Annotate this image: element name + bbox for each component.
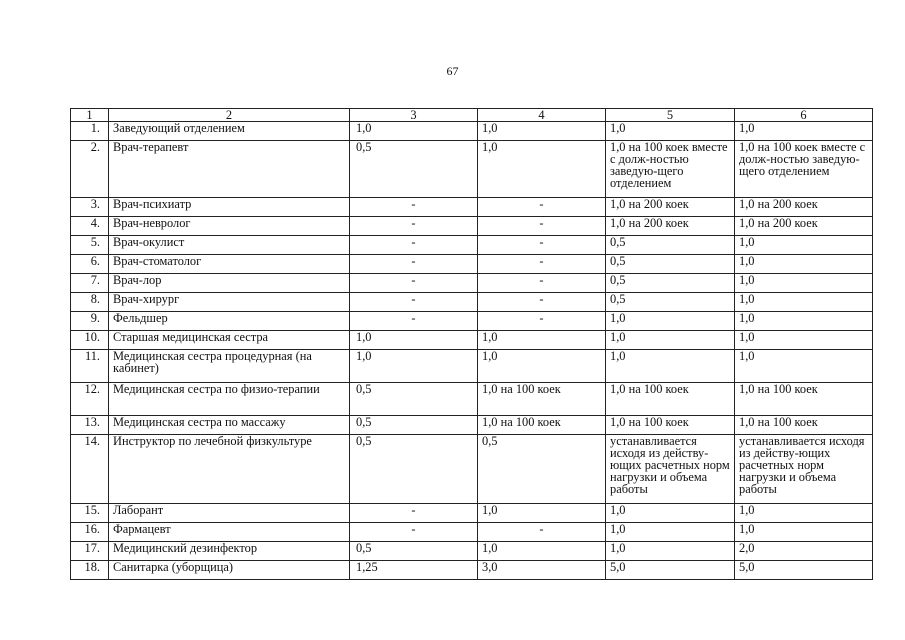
- table-row: [71, 274, 873, 293]
- table-row: [71, 141, 873, 198]
- staffing-table: [70, 108, 873, 580]
- cell-value: 5,0: [735, 561, 873, 580]
- cell-value: 1,0: [606, 523, 735, 542]
- table-row: [71, 561, 873, 580]
- cell-value: -: [350, 198, 478, 217]
- position-name: Заведующий отделением: [109, 122, 350, 141]
- cell-value: 1,0: [478, 350, 606, 383]
- table-row: [71, 542, 873, 561]
- row-number: 6.: [71, 255, 109, 274]
- cell-value: 0,5: [350, 435, 478, 504]
- table-row: [71, 523, 873, 542]
- position-name: Фармацевт: [109, 523, 350, 542]
- row-number: 15.: [71, 504, 109, 523]
- position-name: Врач-терапевт: [109, 141, 350, 198]
- row-number: 7.: [71, 274, 109, 293]
- position-name: Санитарка (уборщица): [109, 561, 350, 580]
- cell-value: 0,5: [606, 293, 735, 312]
- cell-value: -: [478, 217, 606, 236]
- table-row: [71, 331, 873, 350]
- cell-value: 0,5: [606, 274, 735, 293]
- column-header: 5: [606, 109, 735, 122]
- column-header: 3: [350, 109, 478, 122]
- cell-value: 3,0: [478, 561, 606, 580]
- position-name: Лаборант: [109, 504, 350, 523]
- cell-value: 1,0: [350, 122, 478, 141]
- cell-value: 1,0: [606, 542, 735, 561]
- position-name: Врач-невролог: [109, 217, 350, 236]
- cell-value: 1,0: [350, 350, 478, 383]
- cell-value: -: [350, 217, 478, 236]
- cell-value: -: [478, 293, 606, 312]
- cell-value: 1,0: [735, 331, 873, 350]
- cell-value: 1,25: [350, 561, 478, 580]
- row-number: 3.: [71, 198, 109, 217]
- position-name: Инструктор по лечебной физкультуре: [109, 435, 350, 504]
- cell-value: 1,0: [478, 331, 606, 350]
- cell-value: 1,0 на 100 коек вместе с долж-ностью заведую-щего отделением: [606, 141, 735, 198]
- position-name: Врач-окулист: [109, 236, 350, 255]
- row-number: 4.: [71, 217, 109, 236]
- cell-value: 1,0: [735, 504, 873, 523]
- row-number: 17.: [71, 542, 109, 561]
- cell-value: 1,0: [606, 504, 735, 523]
- table-row: [71, 504, 873, 523]
- cell-value: 1,0: [735, 255, 873, 274]
- cell-value: 1,0 на 100 коек: [735, 383, 873, 416]
- cell-value: -: [350, 274, 478, 293]
- cell-value: -: [350, 293, 478, 312]
- cell-value: 1,0: [478, 504, 606, 523]
- cell-value: 1,0: [350, 331, 478, 350]
- cell-value: 1,0 на 100 коек: [606, 416, 735, 435]
- table-row: [71, 217, 873, 236]
- table-row: [71, 255, 873, 274]
- cell-value: 1,0: [735, 122, 873, 141]
- column-header: 4: [478, 109, 606, 122]
- cell-value: 1,0 на 200 коек: [606, 217, 735, 236]
- cell-value: 1,0: [606, 312, 735, 331]
- cell-value: 5,0: [606, 561, 735, 580]
- column-header: 6: [735, 109, 873, 122]
- cell-value: 1,0: [478, 141, 606, 198]
- cell-value: 1,0: [735, 274, 873, 293]
- cell-value: -: [350, 255, 478, 274]
- cell-value: 1,0: [606, 350, 735, 383]
- table-row: [71, 236, 873, 255]
- cell-value: 1,0 на 200 коек: [735, 217, 873, 236]
- cell-value: 0,5: [350, 542, 478, 561]
- position-name: Врач-психиатр: [109, 198, 350, 217]
- row-number: 1.: [71, 122, 109, 141]
- position-name: Врач-стоматолог: [109, 255, 350, 274]
- row-number: 11.: [71, 350, 109, 383]
- cell-value: -: [478, 312, 606, 331]
- cell-value: 1,0 на 100 коек: [478, 416, 606, 435]
- position-name: Фельдшер: [109, 312, 350, 331]
- row-number: 18.: [71, 561, 109, 580]
- column-header: 1: [71, 109, 109, 122]
- cell-value: 1,0 на 100 коек вместе с долж-ностью заведую-щего отделением: [735, 141, 873, 198]
- cell-value: -: [350, 504, 478, 523]
- cell-value: 1,0 на 200 коек: [735, 198, 873, 217]
- cell-value: 0,5: [606, 236, 735, 255]
- table-row: [71, 383, 873, 416]
- table-row: [71, 416, 873, 435]
- cell-value: 1,0: [478, 542, 606, 561]
- cell-value: 1,0 на 100 коек: [478, 383, 606, 416]
- cell-value: 1,0: [478, 122, 606, 141]
- cell-value: 1,0: [735, 236, 873, 255]
- cell-value: 1,0: [735, 350, 873, 383]
- cell-value: 1,0: [606, 331, 735, 350]
- position-name: Медицинская сестра по физио-терапии: [109, 383, 350, 416]
- row-number: 5.: [71, 236, 109, 255]
- row-number: 2.: [71, 141, 109, 198]
- row-number: 14.: [71, 435, 109, 504]
- row-number: 9.: [71, 312, 109, 331]
- cell-value: 1,0 на 100 коек: [735, 416, 873, 435]
- cell-value: 1,0: [735, 293, 873, 312]
- row-number: 8.: [71, 293, 109, 312]
- cell-value: 2,0: [735, 542, 873, 561]
- cell-value: 0,5: [350, 416, 478, 435]
- table-row: [71, 122, 873, 141]
- position-name: Медицинская сестра процедурная (на кабинет): [109, 350, 350, 383]
- cell-value: -: [478, 255, 606, 274]
- table-row: [71, 435, 873, 504]
- cell-value: 1,0 на 200 коек: [606, 198, 735, 217]
- cell-value: 0,5: [478, 435, 606, 504]
- cell-value: -: [478, 198, 606, 217]
- table-row: [71, 350, 873, 383]
- row-number: 10.: [71, 331, 109, 350]
- position-name: Врач-хирург: [109, 293, 350, 312]
- cell-value: устанавливается исходя из действу-ющих расчетных норм нагрузки и объема работы: [606, 435, 735, 504]
- cell-value: -: [350, 236, 478, 255]
- row-number: 13.: [71, 416, 109, 435]
- position-name: Медицинская сестра по массажу: [109, 416, 350, 435]
- cell-value: 1,0: [735, 312, 873, 331]
- cell-value: -: [478, 274, 606, 293]
- cell-value: 1,0: [735, 523, 873, 542]
- cell-value: 1,0: [606, 122, 735, 141]
- table-row: [71, 198, 873, 217]
- table-row: [71, 293, 873, 312]
- cell-value: 0,5: [606, 255, 735, 274]
- cell-value: -: [478, 523, 606, 542]
- position-name: Старшая медицинская сестра: [109, 331, 350, 350]
- cell-value: 0,5: [350, 141, 478, 198]
- column-header: 2: [109, 109, 350, 122]
- cell-value: -: [478, 236, 606, 255]
- cell-value: 0,5: [350, 383, 478, 416]
- cell-value: устанавливается исходя из действу-ющих расчетных норм нагрузки и объема работы: [735, 435, 873, 504]
- position-name: Врач-лор: [109, 274, 350, 293]
- table-row: [71, 312, 873, 331]
- cell-value: 1,0 на 100 коек: [606, 383, 735, 416]
- header-row: [71, 109, 873, 122]
- cell-value: -: [350, 523, 478, 542]
- row-number: 16.: [71, 523, 109, 542]
- row-number: 12.: [71, 383, 109, 416]
- cell-value: -: [350, 312, 478, 331]
- page-number: 67: [446, 64, 459, 78]
- position-name: Медицинский дезинфектор: [109, 542, 350, 561]
